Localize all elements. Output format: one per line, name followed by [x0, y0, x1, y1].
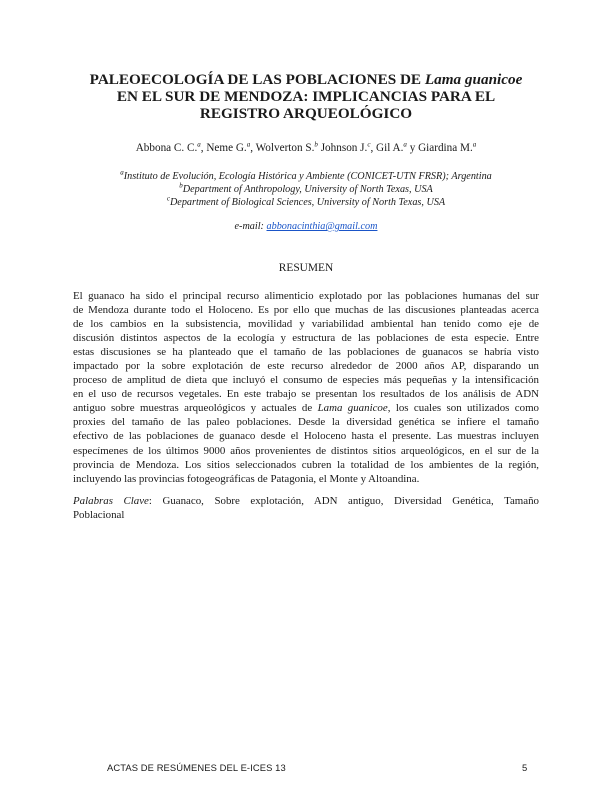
abstract-line: incluyendo las provincias fotogeográficas de Patagonia, el Monte y Altoandina. [73, 472, 420, 485]
author-affiliation-mark: a [197, 140, 201, 149]
author-separator: y [406, 142, 419, 154]
author-affiliation-mark: b [314, 140, 318, 149]
abstract-line: especímenes de los últimos 9000 años provenientes de distintos sitios arqueológicos, en el sur de la [73, 444, 539, 457]
affiliation-text: Department of Anthropology, University of North Texas, USA [182, 184, 433, 195]
abstract-line: proceso de amplitud de dieta que incluyó el consumo de especies más pequeñas y la intensificación [73, 374, 539, 387]
abstract-species: Lama guanicoe [317, 402, 388, 415]
author-name: Abbona C. C. [135, 142, 198, 154]
author-affiliation-mark: a [472, 140, 477, 149]
title-line-1 [70, 71, 542, 88]
abstract-line [73, 401, 539, 415]
author-name: Neme G. [206, 142, 247, 154]
author-separator: , [200, 142, 207, 154]
author-name: Wolverton S. [255, 142, 315, 154]
abstract-body [73, 289, 539, 486]
abstract-line: de los cambios en la subsistencia, movilidad y variabilidad ambiental han tenido como eje de [73, 318, 539, 331]
abstract-line: impactado por la sobre explotación de este recurso alrededor de 2000 años AP, disparando un [73, 360, 539, 373]
keywords-label: Palabras Clave [73, 495, 149, 507]
email-link[interactable]: abbonacinthia@gmail.com [266, 221, 378, 232]
author-affiliation-mark: a [403, 140, 407, 149]
abstract-line: provincia de Mendoza. Los sitios seleccionados cubren la totalidad de los ambientes de la región, [73, 458, 539, 471]
affiliation-mark: c [166, 194, 170, 203]
author-separator: , [250, 142, 256, 154]
title-text: PALEOECOLOGÍA DE LAS POBLACIONES DE [89, 71, 425, 88]
keywords [73, 494, 539, 522]
affiliation-text: Department of Biological Sciences, University of North Texas, USA [169, 197, 446, 208]
contact-email [60, 221, 552, 232]
author-list [60, 142, 552, 154]
email-label: e-mail: [234, 221, 267, 232]
abstract-line: discusión distintos aspectos de la ecología y estructura de las poblaciones de esta especie. Entre [73, 332, 539, 345]
abstract-text: , los cuales son utilizados como [387, 402, 539, 415]
affiliations [60, 170, 552, 209]
author-separator: , [370, 142, 377, 154]
abstract-line: estas discusiones se ha planteado que el tamaño de las poblaciones de guanacos se habría visto [73, 346, 539, 359]
title-line-2: EN EL SUR DE MENDOZA: IMPLICANCIAS PARA EL [116, 88, 496, 105]
paper-title [70, 71, 542, 122]
author-name: Johnson J. [320, 142, 368, 154]
title-species: Lama guanicoe [424, 71, 523, 88]
affiliation-c [60, 196, 552, 209]
author-affiliation-mark: a [246, 140, 251, 149]
abstract-heading: RESUMEN [278, 262, 334, 274]
affiliation-a [60, 170, 552, 183]
keywords-line: Poblacional [73, 509, 125, 521]
affiliation-mark: a [120, 168, 124, 177]
abstract-line: en el uso de recursos vegetales. En este trabajo se presentan los resultados de los análisis de ADN [73, 388, 539, 401]
author-affiliation-mark: c [367, 140, 371, 149]
title-line-3: REGISTRO ARQUEOLÓGICO [199, 105, 413, 122]
author-name: Gil A. [376, 142, 404, 154]
footer-proceedings: ACTAS DE RESÚMENES DEL E-ICES 13 [107, 762, 286, 773]
affiliation-b [60, 183, 552, 196]
author-name: Giardina M. [418, 142, 473, 154]
abstract-line: El guanaco ha sido el principal recurso alimenticio explotado por las poblaciones humanas del sur [73, 290, 539, 302]
abstract-line: proxies del tamaño de las paleo poblaciones. Desde la diversidad genética se infiere el tamaño [73, 416, 539, 429]
abstract-text: antiguo sobre muestras arqueológicos y actuales de [73, 402, 318, 415]
abstract-line: efectivo de las poblaciones de guanaco desde el Holoceno hasta el presente. Las muestras incluyen [73, 430, 539, 443]
affiliation-text: Instituto de Evolución, Ecología Histórica y Ambiente (CONICET-UTN FRSR); Argentina [123, 171, 492, 182]
page-number: 5 [522, 762, 528, 773]
keywords-line [73, 494, 539, 508]
affiliation-mark: b [179, 181, 183, 190]
keywords-text: : Guanaco, Sobre explotación, ADN antiguo, Diversidad Genética, Tamaño [148, 495, 539, 507]
abstract-line: de Mendoza durante todo el Holoceno. Es por ello que muchas de las discusiones planteadas acerca [73, 304, 539, 317]
